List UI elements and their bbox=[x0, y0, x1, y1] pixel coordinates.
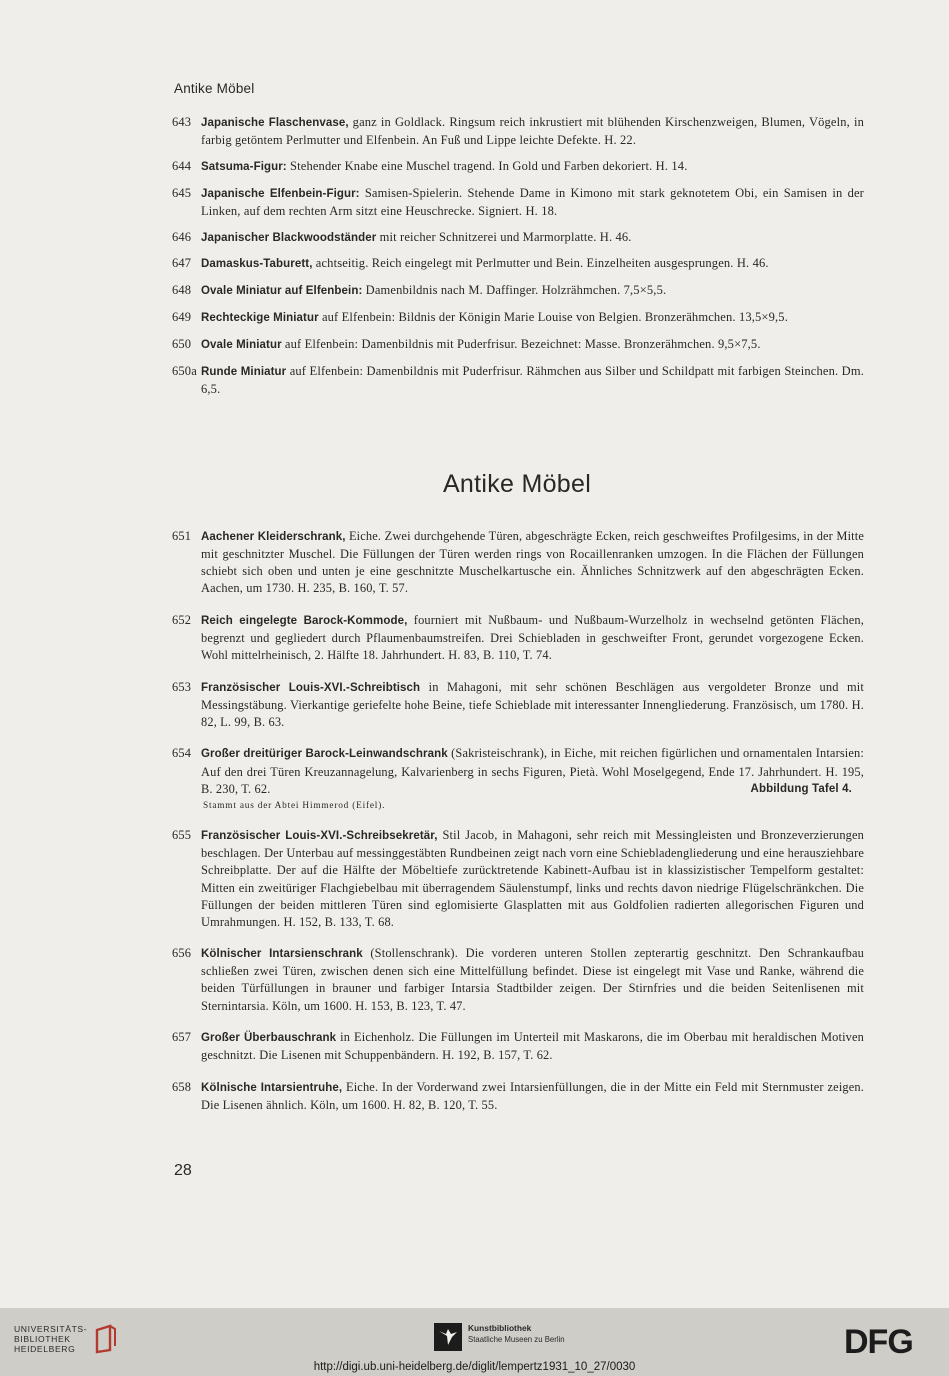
page-number: 28 bbox=[174, 1162, 192, 1179]
dfg-logo[interactable] bbox=[844, 1325, 936, 1357]
university-library-logo[interactable] bbox=[14, 1324, 119, 1355]
entry-text: auf Elfenbein: Damenbildnis mit Puderfrisur. Rähmchen aus Silber und Schildpatt mit farbigen Steinchen. Dm. 6,5. bbox=[201, 364, 865, 396]
entry-number: 645 bbox=[172, 185, 192, 200]
entry-title: Aachener Kleiderschrank, bbox=[201, 531, 346, 543]
figure-reference: Abbildung Tafel 4. bbox=[750, 782, 852, 795]
catalog-entry bbox=[172, 282, 864, 300]
catalog-entry bbox=[172, 528, 864, 597]
entry-number: 650 bbox=[172, 337, 192, 352]
entry-text: (Sakristeischrank), in Eiche, mit reichen figürlichen und ornamentalen Intarsien: Auf den drei Türen Kreuzannagelung, Kalvarienberg in sechs Figuren, Pietà. Wohl Moselgegend, Ende 17. Jahrhundert. H. 195, B. 230, T. 62. bbox=[201, 746, 864, 796]
entry-number: 643 bbox=[172, 115, 192, 129]
dfg-logo-text: DFG bbox=[844, 1325, 913, 1357]
catalog-entry bbox=[172, 679, 864, 731]
entry-text: Eiche. In der Vorderwand zwei Intarsienfüllungen, die in der Mitte ein Feld mit Sternmuster zeigen. Die Lisenen ähnlich. Köln, um 1600. H. 82, B. 120, T. 55. bbox=[201, 1079, 864, 1112]
entry-title: Französischer Louis-XVI.-Schreibsekretär, bbox=[201, 830, 438, 843]
entries-list-after bbox=[172, 528, 864, 1129]
catalog-entry bbox=[172, 309, 864, 327]
entry-title: Reich eingelegte Barock-Kommode, bbox=[201, 614, 408, 627]
entry-text: in Mahagoni, mit sehr schönen Beschlägen aus vergoldeter Bronze und mit Messingstäbung. Vierkantige geriefelte hohe Beine, tiefe Schieblade mit interessanter Innengliederung. Französisch, um 1780. H. 82, L. 99, B. 63. bbox=[201, 679, 864, 729]
entry-title: Japanische Flaschenvase, bbox=[201, 117, 349, 129]
entry-title: Ovale Miniatur auf Elfenbein: bbox=[201, 285, 363, 298]
entry-text: (Stollenschrank). Die vorderen unteren Stollen zepterartig geschnitzt. Den Schrankaufbau schließen zwei Türen, zwischen denen sich eine Mittelfüllung befindet. Diese ist eingelegt mit Vase und Ranke, während die beiden Türfüllungen in brauner und farbiger Intarsia Stadtbilder zeigen. Der Stirnfries und die beiden Seitenlisenen mit Sternintarsia. Köln, um 1600. H. 153, B. 123, T. 47. bbox=[201, 946, 864, 1013]
entry-number: 650a bbox=[172, 364, 197, 379]
university-library-name: UNIVERSITÄTS- BIBLIOTHEK HEIDELBERG bbox=[14, 1324, 88, 1355]
entry-number: 654 bbox=[172, 746, 192, 761]
eagle-icon bbox=[434, 1323, 462, 1351]
entry-title: Satsuma-Figur: bbox=[201, 160, 287, 173]
catalog-entry bbox=[172, 745, 864, 812]
entry-number: 648 bbox=[172, 283, 192, 298]
entry-text: in Eichenholz. Die Füllungen im Unterteil mit Maskarons, die im Oberbau mit heraldischen Motiven geschnitzt. Die Lisenen mit Schuppenbändern. H. 192, B. 157, T. 62. bbox=[201, 1030, 865, 1063]
entries-list-before bbox=[172, 114, 864, 407]
entry-title: Japanischer Blackwoodständer bbox=[201, 231, 377, 244]
catalog-entry bbox=[172, 1079, 864, 1114]
entry-number: 653 bbox=[172, 679, 192, 694]
entry-text: auf Elfenbein: Damenbildnis mit Puderfrisur. Bezeichnet: Masse. Bronzerähmchen. 9,5×7,5. bbox=[281, 337, 761, 352]
entry-title: Damaskus-Taburett, bbox=[201, 258, 313, 271]
source-url-link[interactable]: http://digi.ub.uni-heidelberg.de/diglit/lempertz1931_10_27/0030 bbox=[313, 1361, 636, 1373]
entry-number: 646 bbox=[172, 229, 192, 244]
entry-title: Japanische Elfenbein-Figur: bbox=[201, 187, 360, 200]
entry-number: 652 bbox=[172, 612, 192, 627]
footer-bar bbox=[0, 1308, 949, 1376]
catalog-entry bbox=[172, 945, 864, 1014]
catalog-entry bbox=[172, 363, 864, 398]
entry-text: ganz in Goldlack. Ringsum reich inkrustiert mit blühenden Kirschenzweigen, Blumen, Vögeln, in farbig getöntem Perlmutter und Elfenbein. An Fuß und Lippe leichte Defekte. H. 22. bbox=[201, 115, 864, 147]
catalog-entry bbox=[172, 827, 864, 931]
kunstbibliothek-logo[interactable] bbox=[434, 1323, 565, 1351]
catalog-entry bbox=[172, 612, 864, 664]
entry-title: Großer Überbauschrank bbox=[201, 1032, 337, 1045]
entry-title: Großer dreitüriger Barock-Leinwandschrank bbox=[201, 748, 448, 761]
entry-text: Damenbildnis nach M. Daffinger. Holzrähmchen. 7,5×5,5. bbox=[362, 283, 667, 298]
catalog-entry bbox=[172, 229, 864, 247]
provenance-note: Stammt aus der Abtei Himmerod (Eifel). bbox=[203, 800, 386, 811]
entry-number: 644 bbox=[172, 158, 192, 173]
entry-text: Eiche. Zwei durchgehende Türen, abgeschrägte Ecken, reich geschweiftes Profilgesims, in der Mitte mit geschnitzter Muschel. Die Füllungen der Türen werden rings von Rocaillenranken umzogen. In die Flächen der Füllungen schiebt sich oben und unten je eine geschnitzte Muschelkartusche ein. Ähnliches Schnitzwerk auf den abgeschrägten Ecken. Aachen, um 1730. H. 235, B. 160, T. 57. bbox=[201, 529, 865, 596]
catalog-entry bbox=[172, 158, 864, 176]
entry-title: Kölnische Intarsientruhe, bbox=[201, 1081, 343, 1094]
entry-number: 656 bbox=[172, 946, 192, 961]
entry-title: Runde Miniatur bbox=[201, 366, 287, 379]
entry-number: 651 bbox=[172, 529, 192, 543]
entry-number: 655 bbox=[172, 828, 192, 843]
kunstbibliothek-text: Kunstbibliothek Staatliche Museen zu Berlin bbox=[468, 1323, 565, 1344]
entry-number: 658 bbox=[172, 1079, 192, 1094]
entry-number: 649 bbox=[172, 310, 192, 325]
entry-title: Kölnischer Intarsienschrank bbox=[201, 948, 363, 961]
section-title: Antike Möbel bbox=[442, 470, 592, 498]
entry-number: 657 bbox=[172, 1030, 192, 1045]
entry-text: Stil Jacob, in Mahagoni, sehr reich mit Messingleisten und Bronzeverzierungen beschlagen. Der Unterbau auf messinggestäbten Rundbeinen zeigt nach vorn eine Schiebladengliederung und eine herausziehbare Schreibplatte. Der auf die Hälfte der Möbeltiefe zurücktretende Kabinett-Aufbau ist in klassizistischer Tempelform gestaltet: Mitten ein zweitüriger Flachgiebelbau mit überragendem Säulenstumpf, links und rechts davon niedrige Flügelschränkchen. Die Füllungen der beiden mittleren Türen sind eglomisierte Glasplatten mit aus Goldfolien radierten allegorischen Figuren und Umrahmungen. H. 152, B. 133, T. 68. bbox=[201, 828, 865, 929]
entry-text: fourniert mit Nußbaum- und Nußbaum-Wurzelholz in wechselnd getönten Flächen, begrenzt und gegliedert durch Pflaumenbaumstreifen. Drei Schiebladen in geschweifter Front, gerundet vorgezogene Ecken. Wohl mittelrheinisch, 2. Hälfte 18. Jahrhundert. H. 83, B. 110, T. 74. bbox=[201, 612, 864, 663]
entry-text: mit reicher Schnitzerei und Marmorplatte. H. 46. bbox=[376, 229, 632, 244]
entry-text: Samisen-Spielerin. Stehende Dame in Kimono mit stark geknotetem Obi, ein Samisen in der Linken, auf dem rechten Arm sitzt eine Heuschrecke. Signiert. H. 18. bbox=[201, 185, 864, 218]
catalog-entry bbox=[172, 1029, 864, 1064]
entry-text: Stehender Knabe eine Muschel tragend. In Gold und Farben dekoriert. H. 14. bbox=[286, 158, 688, 173]
running-head: Antike Möbel bbox=[174, 81, 255, 96]
entry-number: 647 bbox=[172, 256, 192, 271]
entry-title: Rechteckige Miniatur bbox=[201, 312, 319, 325]
entry-text: auf Elfenbein: Bildnis der Königin Marie Louise von Belgien. Bronzerähmchen. 13,5×9,5. bbox=[318, 310, 788, 325]
catalog-entry bbox=[172, 336, 864, 354]
entry-title: Französischer Louis-XVI.-Schreibtisch bbox=[201, 681, 421, 694]
catalog-entry bbox=[172, 185, 864, 220]
catalog-entry bbox=[172, 114, 864, 149]
catalog-entry bbox=[172, 255, 864, 273]
entry-text: achtseitig. Reich eingelegt mit Perlmutter und Bein. Einzelheiten ausgesprungen. H. 46. bbox=[312, 256, 769, 271]
entry-title: Ovale Miniatur bbox=[201, 339, 282, 352]
heidelberg-emblem-icon bbox=[93, 1324, 119, 1354]
